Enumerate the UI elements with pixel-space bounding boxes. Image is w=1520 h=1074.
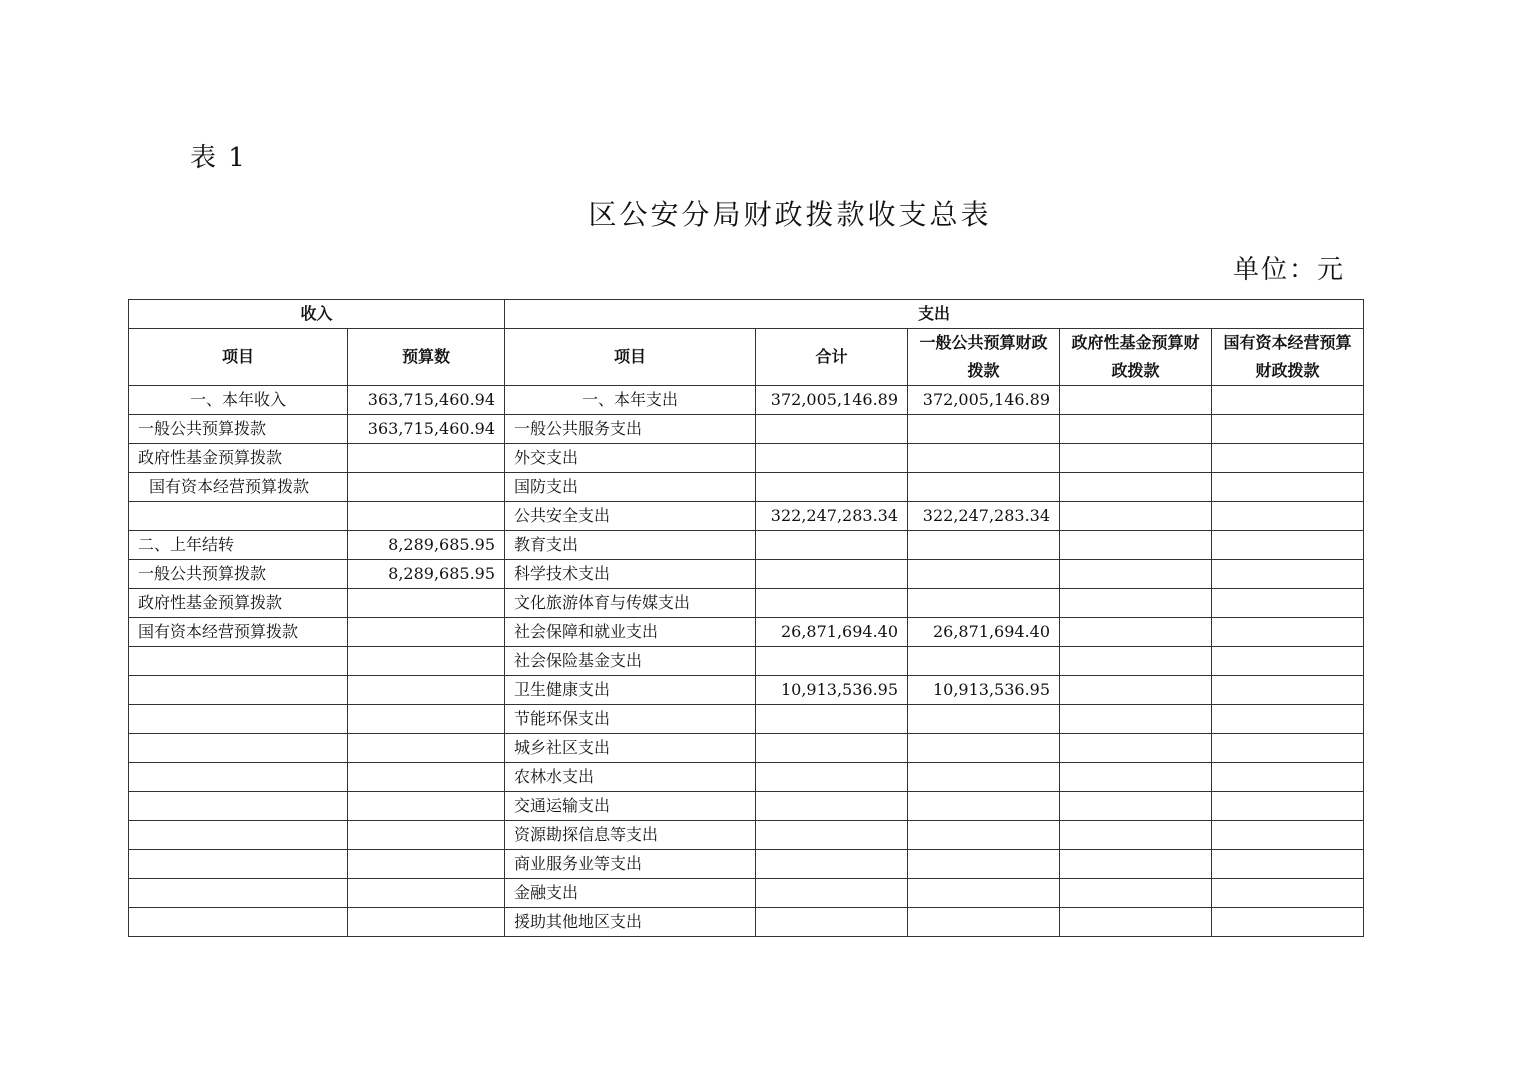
total-cell: [756, 589, 908, 618]
gov-fund-cell: [1060, 531, 1212, 560]
income-budget-cell: [348, 647, 505, 676]
expense-item-cell: 外交支出: [505, 444, 756, 473]
expense-item-cell: 科学技术支出: [505, 560, 756, 589]
table-row: [129, 531, 1364, 560]
table-row: [129, 473, 1364, 502]
expense-item-cell: 国防支出: [505, 473, 756, 502]
total-cell: [756, 734, 908, 763]
general-budget-cell: [908, 647, 1060, 676]
income-budget-cell: [348, 821, 505, 850]
income-item-cell: 二、上年结转: [129, 531, 348, 560]
expense-item-cell: 农林水支出: [505, 763, 756, 792]
income-budget-cell: 8,289,685.95: [348, 531, 505, 560]
total-cell: [756, 560, 908, 589]
general-budget-cell: 372,005,146.89: [908, 386, 1060, 415]
income-budget-cell: 363,715,460.94: [348, 415, 505, 444]
income-item-cell: [129, 676, 348, 705]
income-budget-cell: [348, 444, 505, 473]
total-cell: [756, 908, 908, 937]
state-capital-cell: [1212, 444, 1364, 473]
income-budget-cell: [348, 618, 505, 647]
total-cell: 26,871,694.40: [756, 618, 908, 647]
state-capital-cell: [1212, 850, 1364, 879]
general-budget-cell: [908, 879, 1060, 908]
gov-fund-cell: [1060, 908, 1212, 937]
state-capital-cell: [1212, 734, 1364, 763]
state-capital-cell: [1212, 676, 1364, 705]
expense-item-cell: 教育支出: [505, 531, 756, 560]
state-capital-cell: [1212, 705, 1364, 734]
gov-fund-cell: [1060, 502, 1212, 531]
income-item-cell: [129, 792, 348, 821]
income-budget-cell: [348, 473, 505, 502]
general-budget-cell: [908, 908, 1060, 937]
state-capital-cell: [1212, 821, 1364, 850]
gov-fund-cell: [1060, 676, 1212, 705]
expense-item-cell: 节能环保支出: [505, 705, 756, 734]
gov-fund-cell: [1060, 589, 1212, 618]
table-number-label: 表 1: [190, 143, 247, 173]
total-cell: [756, 531, 908, 560]
table-row: [129, 676, 1364, 705]
total-header: 合计: [756, 329, 908, 386]
total-cell: [756, 821, 908, 850]
gov-fund-cell: [1060, 792, 1212, 821]
expense-item-cell: 金融支出: [505, 879, 756, 908]
state-capital-cell: [1212, 531, 1364, 560]
income-budget-cell: [348, 734, 505, 763]
state-capital-cell: [1212, 763, 1364, 792]
expense-item-cell: 社会保障和就业支出: [505, 618, 756, 647]
expense-item-cell: 社会保险基金支出: [505, 647, 756, 676]
gov-fund-cell: [1060, 879, 1212, 908]
table-row: [129, 850, 1364, 879]
expense-item-cell: 交通运输支出: [505, 792, 756, 821]
total-cell: [756, 879, 908, 908]
table-row: [129, 821, 1364, 850]
state-capital-cell: [1212, 560, 1364, 589]
state-capital-cell: [1212, 618, 1364, 647]
income-item-cell: 国有资本经营预算拨款: [129, 473, 348, 502]
total-cell: [756, 647, 908, 676]
budget-summary-table: [128, 299, 1364, 937]
gov-fund-cell: [1060, 560, 1212, 589]
state-capital-cell: [1212, 792, 1364, 821]
income-item-cell: 政府性基金预算拨款: [129, 444, 348, 473]
income-item-cell: [129, 763, 348, 792]
income-item-cell: [129, 734, 348, 763]
income-budget-cell: [348, 676, 505, 705]
expense-item-header: 项目: [505, 329, 756, 386]
document-title: 区公安分局财政拨款收支总表: [588, 198, 992, 231]
general-budget-cell: [908, 821, 1060, 850]
general-budget-cell: 322,247,283.34: [908, 502, 1060, 531]
expense-item-cell: 商业服务业等支出: [505, 850, 756, 879]
gov-fund-header: 政府性基金预算财政拨款: [1060, 329, 1212, 386]
income-budget-cell: [348, 705, 505, 734]
income-item-cell: [129, 879, 348, 908]
income-item-cell: 政府性基金预算拨款: [129, 589, 348, 618]
income-item-cell: [129, 705, 348, 734]
income-item-cell: [129, 647, 348, 676]
general-budget-cell: 26,871,694.40: [908, 618, 1060, 647]
gov-fund-cell: [1060, 850, 1212, 879]
expense-group-header: 支出: [505, 300, 1364, 329]
income-item-cell: 一、本年收入: [129, 386, 348, 415]
expense-item-cell: 资源勘探信息等支出: [505, 821, 756, 850]
income-budget-cell: [348, 879, 505, 908]
general-budget-cell: [908, 560, 1060, 589]
general-budget-cell: [908, 473, 1060, 502]
table-row: [129, 705, 1364, 734]
state-capital-cell: [1212, 647, 1364, 676]
income-item-cell: 一般公共预算拨款: [129, 415, 348, 444]
income-budget-cell: [348, 792, 505, 821]
income-group-header: 收入: [129, 300, 505, 329]
income-budget-cell: [348, 908, 505, 937]
income-item-cell: [129, 850, 348, 879]
expense-item-cell: 公共安全支出: [505, 502, 756, 531]
total-cell: [756, 705, 908, 734]
table-row: [129, 792, 1364, 821]
gov-fund-cell: [1060, 473, 1212, 502]
income-item-cell: [129, 502, 348, 531]
table-row: [129, 908, 1364, 937]
table-row: [129, 879, 1364, 908]
income-budget-cell: [348, 763, 505, 792]
column-header-row: [129, 329, 1364, 386]
expense-item-cell: 援助其他地区支出: [505, 908, 756, 937]
group-header-row: [129, 300, 1364, 329]
expense-item-cell: 一、本年支出: [505, 386, 756, 415]
table-row: [129, 734, 1364, 763]
total-cell: [756, 792, 908, 821]
income-item-cell: 国有资本经营预算拨款: [129, 618, 348, 647]
total-cell: [756, 763, 908, 792]
state-capital-cell: [1212, 502, 1364, 531]
total-cell: 372,005,146.89: [756, 386, 908, 415]
table-row: [129, 444, 1364, 473]
general-budget-cell: [908, 734, 1060, 763]
table-row: [129, 560, 1364, 589]
income-budget-cell: 363,715,460.94: [348, 386, 505, 415]
income-item-header: 项目: [129, 329, 348, 386]
state-capital-cell: [1212, 589, 1364, 618]
income-budget-header: 预算数: [348, 329, 505, 386]
expense-item-cell: 城乡社区支出: [505, 734, 756, 763]
income-item-cell: [129, 908, 348, 937]
gov-fund-cell: [1060, 647, 1212, 676]
income-item-cell: [129, 821, 348, 850]
income-budget-cell: 8,289,685.95: [348, 560, 505, 589]
state-capital-cell: [1212, 386, 1364, 415]
total-cell: [756, 415, 908, 444]
table-row: [129, 415, 1364, 444]
table-row: [129, 647, 1364, 676]
table-row: [129, 763, 1364, 792]
expense-item-cell: 文化旅游体育与传媒支出: [505, 589, 756, 618]
general-budget-header: 一般公共预算财政拨款: [908, 329, 1060, 386]
state-capital-cell: [1212, 473, 1364, 502]
general-budget-cell: 10,913,536.95: [908, 676, 1060, 705]
general-budget-cell: [908, 792, 1060, 821]
table-row: [129, 502, 1364, 531]
gov-fund-cell: [1060, 386, 1212, 415]
total-cell: 322,247,283.34: [756, 502, 908, 531]
gov-fund-cell: [1060, 821, 1212, 850]
state-capital-cell: [1212, 908, 1364, 937]
table-row: [129, 386, 1364, 415]
general-budget-cell: [908, 705, 1060, 734]
state-capital-header: 国有资本经营预算财政拨款: [1212, 329, 1364, 386]
gov-fund-cell: [1060, 618, 1212, 647]
gov-fund-cell: [1060, 734, 1212, 763]
general-budget-cell: [908, 589, 1060, 618]
general-budget-cell: [908, 850, 1060, 879]
general-budget-cell: [908, 415, 1060, 444]
income-budget-cell: [348, 850, 505, 879]
gov-fund-cell: [1060, 705, 1212, 734]
total-cell: 10,913,536.95: [756, 676, 908, 705]
total-cell: [756, 850, 908, 879]
general-budget-cell: [908, 444, 1060, 473]
gov-fund-cell: [1060, 444, 1212, 473]
state-capital-cell: [1212, 415, 1364, 444]
table-row: [129, 618, 1364, 647]
expense-item-cell: 一般公共服务支出: [505, 415, 756, 444]
state-capital-cell: [1212, 879, 1364, 908]
expense-item-cell: 卫生健康支出: [505, 676, 756, 705]
gov-fund-cell: [1060, 763, 1212, 792]
gov-fund-cell: [1060, 415, 1212, 444]
unit-label: 单位：元: [1232, 255, 1345, 285]
table-row: [129, 589, 1364, 618]
income-budget-cell: [348, 589, 505, 618]
income-item-cell: 一般公共预算拨款: [129, 560, 348, 589]
general-budget-cell: [908, 763, 1060, 792]
general-budget-cell: [908, 531, 1060, 560]
total-cell: [756, 473, 908, 502]
income-budget-cell: [348, 502, 505, 531]
total-cell: [756, 444, 908, 473]
